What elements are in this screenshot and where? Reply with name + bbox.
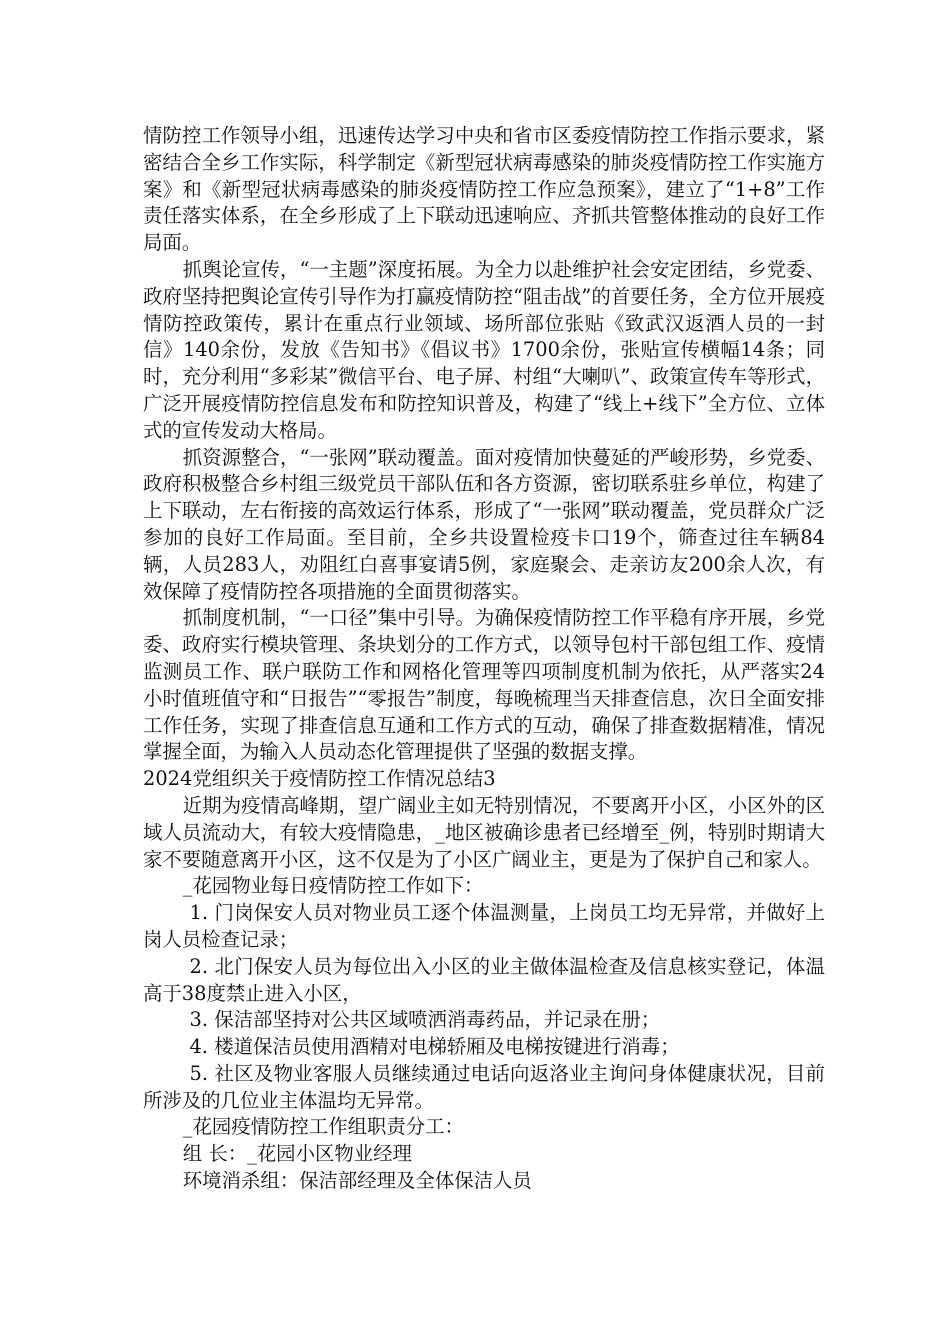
paragraph-resource-integration: 抓资源整合，“一张网”联动覆盖。面对疫情加快蔓延的严峻形势，乡党委、政府积极整合乡村组三级党员干部队伍和各方资源，密切联系驻乡单位，构建了上下联动，左右衔接的高效运行体系，形成了“一张网”联动覆盖，党员群众广泛参加的良好工作局面。至目前，全乡共设置检疫卡口19个，筛查过往车辆84辆，人员283人，劝阻红白喜事宴请5例，家庭聚会、走亲访友200余人次，有效保障了疫情防控各项措施的全面贯彻落实。: [143, 445, 825, 603]
paragraph-public-opinion: 抓舆论宣传，“一主题”深度拓展。为全力以赴维护社会安定团结，乡党委、政府坚持把舆论宣传引导作为打赢疫情防控“阻击战”的首要任务，全方位开展疫情防控政策传，累计在重点行业领域、场所部位张贴《致武汉返酒人员的一封信》140余份，发放《告知书》《倡议书》1700余份，张贴宣传横幅14条；同时，充分利用“多彩某”微信平台、电子屏、村组“大喇叭”、政策宣传车等形式，广泛开展疫情防控信息发布和防控知识普及，构建了“线上+线下”全方位、立体式的宣传发动大格局。: [143, 257, 825, 442]
paragraph-mechanism: 抓制度机制，“一口径”集中引导。为确保疫情防控工作平稳有序开展，乡党委、政府实行模块管理、条块划分的工作方式，以领导包村干部包组工作、疫情监测员工作、联户联防工作和网格化管理等四项制度机制为依托，从严落实24小时值班值守和“日报告”“零报告”制度，每晚梳理当天排查信息，次日全面安排工作任务，实现了排查信息互通和工作方式的互动，确保了排查数据精准，情况掌握全面，为输入人员动态化管理提供了坚强的数据支撑。: [143, 606, 825, 764]
paragraph-team-leader: 组 长：_花园小区物业经理: [182, 1142, 412, 1166]
paragraph-duties-intro: _花园疫情防控工作组职责分工：: [182, 1115, 464, 1139]
paragraph-leadership-group: 情防控工作领导小组，迅速传达学习中央和省市区委疫情防控工作指示要求，紧密结合全乡工作实际，科学制定《新型冠状病毒感染的肺炎疫情防控工作实施方案》和《新型冠状病毒感染的肺炎疫情防控工作应急预案》，建立了“1+8”工作责任落实体系，在全乡形成了上下联动迅速响应、齐抓共管整体推动的良好工作局面。: [143, 124, 825, 255]
list-item-1: 1. 门岗保安人员对物业员工逐个体温测量，上岗员工均无异常，并做好上岗人员检查记录；: [143, 901, 825, 951]
paragraph-daily-work-intro: _花园物业每日疫情防控工作如下：: [182, 874, 484, 898]
paragraph-notice: 近期为疫情高峰期，望广阔业主如无特别情况，不要离开小区，小区外的区域人员流动大，有较大疫情隐患，_地区被确诊患者已经增至_例，特别时期请大家不要随意离开小区，这不仅是为了小区广阔业主，更是为了保护自己和家人。: [143, 793, 825, 871]
list-item-2: 2. 北门保安人员为每位出入小区的业主做体温检查及信息核实登记，体温高于38度禁止进入小区，: [143, 954, 825, 1005]
list-item-3: 3. 保洁部坚持对公共区域喷洒消毒药品，并记录在册；: [189, 1008, 661, 1032]
paragraph-disinfection-group: 环境消杀组：保洁部经理及全体保洁人员: [182, 1169, 532, 1193]
list-item-4: 4. 楼道保洁员使用酒精对电梯轿厢及电梯按键进行消毒；: [189, 1035, 680, 1059]
section-heading: 2024党组织关于疫情防控工作情况总结3: [143, 767, 496, 791]
document-body: [143, 123, 825, 1195]
list-item-5: 5. 社区及物业客服人员继续通过电话向返洛业主询问身体健康状况，目前所涉及的几位业主体温均无异常。: [143, 1061, 825, 1112]
